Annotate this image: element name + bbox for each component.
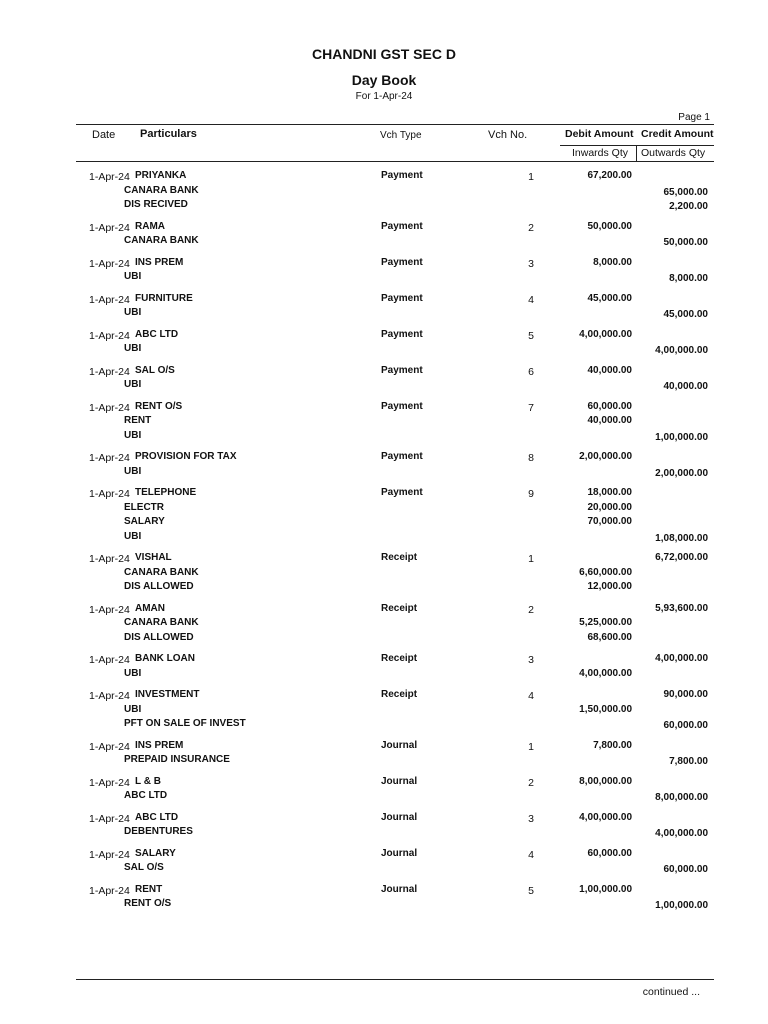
- voucher-number: 1: [528, 553, 534, 565]
- report-title: Day Book: [351, 72, 417, 88]
- voucher-date: 1-Apr-24: [89, 812, 130, 825]
- col-debit: Debit Amount: [565, 128, 634, 140]
- debit-amount: 1,50,000.00: [579, 703, 632, 715]
- ledger-primary: SALARY: [135, 847, 176, 859]
- ledger-line: DIS ALLOWED: [124, 581, 194, 592]
- voucher-type: Payment: [381, 256, 423, 268]
- voucher-number: 5: [528, 329, 534, 342]
- report-period: For 1-Apr-24: [355, 91, 413, 102]
- voucher-date: 1-Apr-24: [89, 848, 130, 861]
- voucher-type: Payment: [381, 487, 423, 498]
- voucher-type: Receipt: [381, 552, 418, 563]
- ledger-primary: RAMA: [135, 220, 165, 232]
- voucher-number: 1: [528, 171, 534, 183]
- voucher-date: 1-Apr-24: [89, 603, 130, 616]
- debit-amount: 4,00,000.00: [579, 328, 632, 340]
- company-name: CHANDNI GST SEC D: [312, 46, 456, 62]
- voucher-type: Journal: [381, 883, 418, 895]
- debit-amount: 5,25,000.00: [579, 617, 632, 628]
- voucher-date: 1-Apr-24: [89, 452, 130, 464]
- voucher-date: 1-Apr-24: [89, 171, 130, 183]
- ledger-line: UBI: [124, 343, 142, 354]
- ledger-primary: PRIYANKA: [135, 170, 187, 181]
- continued-note: continued ...: [642, 986, 700, 998]
- ledger-line: CANARA BANK: [124, 617, 199, 628]
- debit-amount: 68,600.00: [587, 631, 632, 643]
- credit-amount: 6,72,000.00: [655, 552, 708, 563]
- ledger-primary: ABC LTD: [135, 328, 179, 340]
- credit-amount: 4,00,000.00: [655, 828, 708, 839]
- credit-amount: 5,93,600.00: [655, 602, 708, 614]
- ledger-line: UBI: [124, 530, 142, 542]
- voucher-type: Payment: [381, 170, 423, 181]
- credit-amount: 40,000.00: [663, 381, 708, 392]
- credit-amount: 4,00,000.00: [655, 653, 708, 664]
- voucher-type: Payment: [381, 451, 423, 462]
- ledger-primary: RENT: [135, 883, 163, 895]
- ledger-line: SALARY: [124, 516, 165, 527]
- credit-amount: 1,00,000.00: [655, 431, 708, 443]
- credit-amount: 2,200.00: [669, 201, 708, 212]
- voucher-type: Payment: [381, 400, 423, 412]
- ledger-line: ELECTR: [124, 501, 164, 513]
- voucher-number: 4: [528, 848, 534, 861]
- voucher-number: 2: [528, 221, 534, 234]
- voucher-number: 3: [528, 257, 534, 270]
- voucher-date: 1-Apr-24: [89, 401, 130, 414]
- voucher-date: 1-Apr-24: [89, 221, 130, 234]
- ledger-line: CANARA BANK: [124, 235, 199, 246]
- voucher-number: 5: [528, 884, 534, 897]
- voucher-number: 1: [528, 740, 534, 753]
- debit-amount: 7,800.00: [593, 739, 632, 751]
- col-inwards: Inwards Qty: [572, 147, 629, 159]
- col-outwards: Outwards Qty: [641, 147, 706, 159]
- header-bottom-rule: [76, 161, 714, 162]
- ledger-line: UBI: [124, 379, 142, 390]
- ledger-line: PFT ON SALE OF INVEST: [124, 718, 246, 729]
- voucher-date: 1-Apr-24: [89, 365, 130, 378]
- voucher-type: Receipt: [381, 689, 418, 700]
- voucher-type: Payment: [381, 220, 423, 232]
- voucher-date: 1-Apr-24: [89, 654, 130, 666]
- debit-amount: 4,00,000.00: [579, 667, 632, 679]
- credit-amount: 1,08,000.00: [655, 532, 708, 544]
- ledger-line: DEBENTURES: [124, 826, 193, 837]
- voucher-type: Payment: [381, 328, 423, 340]
- credit-amount: 60,000.00: [663, 864, 708, 875]
- debit-amount: 8,00,000.00: [579, 775, 632, 787]
- col-vch-type: Vch Type: [380, 130, 422, 141]
- ledger-line: SAL O/S: [124, 862, 164, 873]
- debit-amount: 18,000.00: [587, 487, 632, 498]
- voucher-number: 2: [528, 603, 534, 616]
- ledger-line: DIS RECIVED: [124, 199, 188, 210]
- ledger-primary: ABC LTD: [135, 811, 179, 823]
- ledger-line: ABC LTD: [124, 790, 168, 801]
- ledger-primary: RENT O/S: [135, 400, 183, 412]
- ledger-primary: INVESTMENT: [135, 689, 200, 700]
- credit-amount: 1,00,000.00: [655, 900, 708, 911]
- ledger-line: RENT: [124, 415, 152, 426]
- ledger-primary: INS PREM: [135, 739, 184, 751]
- debit-amount: 50,000.00: [587, 220, 632, 232]
- credit-amount: 8,000.00: [669, 273, 708, 284]
- debit-amount: 8,000.00: [593, 256, 632, 268]
- ledger-line: PREPAID INSURANCE: [124, 754, 230, 765]
- credit-amount: 7,800.00: [669, 756, 708, 767]
- voucher-number: 3: [528, 654, 534, 666]
- debit-amount: 2,00,000.00: [579, 451, 632, 462]
- debit-amount: 40,000.00: [587, 415, 632, 426]
- credit-amount: 2,00,000.00: [655, 467, 708, 479]
- debit-amount: 60,000.00: [587, 847, 632, 859]
- voucher-number: 3: [528, 812, 534, 825]
- credit-amount: 65,000.00: [663, 186, 708, 198]
- voucher-type: Journal: [381, 739, 418, 751]
- voucher-date: 1-Apr-24: [89, 293, 130, 306]
- ledger-line: UBI: [124, 667, 142, 679]
- voucher-number: 4: [528, 293, 534, 306]
- col-particulars: Particulars: [140, 128, 197, 140]
- ledger-line: CANARA BANK: [124, 184, 199, 196]
- debit-amount: 40,000.00: [587, 364, 632, 376]
- ledger-primary: L & B: [135, 775, 161, 787]
- voucher-date: 1-Apr-24: [89, 553, 130, 565]
- ledger-line: CANARA BANK: [124, 566, 199, 578]
- debit-amount: 20,000.00: [587, 501, 632, 513]
- ledger-primary: TELEPHONE: [135, 487, 197, 498]
- col-vch-no: Vch No.: [488, 129, 528, 141]
- ledger-line: UBI: [124, 465, 142, 477]
- col-credit: Credit Amount: [641, 128, 714, 140]
- voucher-type: Payment: [381, 292, 423, 304]
- debit-amount: 6,60,000.00: [579, 566, 632, 578]
- voucher-number: 8: [528, 452, 534, 464]
- ledger-line: RENT O/S: [124, 898, 172, 909]
- ledger-primary: SAL O/S: [135, 364, 175, 376]
- credit-amount: 50,000.00: [663, 237, 708, 248]
- voucher-date: 1-Apr-24: [89, 776, 130, 789]
- debit-amount: 70,000.00: [587, 516, 632, 527]
- ledger-primary: INS PREM: [135, 256, 184, 268]
- footer-rule: [76, 979, 714, 980]
- ledger-line: DIS ALLOWED: [124, 631, 194, 643]
- voucher-date: 1-Apr-24: [89, 884, 130, 897]
- voucher-number: 6: [528, 365, 534, 378]
- ledger-line: UBI: [124, 271, 142, 282]
- voucher-type: Journal: [381, 811, 418, 823]
- amount-divider: [636, 145, 637, 161]
- voucher-date: 1-Apr-24: [89, 257, 130, 270]
- debit-amount: 45,000.00: [587, 292, 632, 304]
- voucher-type: Payment: [381, 364, 423, 376]
- credit-amount: 45,000.00: [663, 309, 708, 320]
- debit-amount: 1,00,000.00: [579, 883, 632, 895]
- debit-amount: 67,200.00: [587, 170, 632, 181]
- voucher-number: 2: [528, 776, 534, 789]
- credit-amount: 8,00,000.00: [655, 792, 708, 803]
- credit-amount: 4,00,000.00: [655, 345, 708, 356]
- ledger-primary: FURNITURE: [135, 292, 193, 304]
- voucher-type: Receipt: [381, 602, 418, 614]
- voucher-number: 9: [528, 488, 534, 500]
- col-date: Date: [92, 129, 116, 141]
- debit-amount: 4,00,000.00: [579, 811, 632, 823]
- credit-amount: 90,000.00: [663, 689, 708, 700]
- header-top-rule: [76, 124, 714, 125]
- voucher-date: 1-Apr-24: [89, 329, 130, 342]
- debit-amount: 12,000.00: [587, 581, 632, 592]
- ledger-primary: VISHAL: [135, 552, 172, 563]
- ledger-line: UBI: [124, 307, 142, 318]
- credit-amount: 60,000.00: [663, 720, 708, 731]
- ledger-line: UBI: [124, 703, 142, 715]
- voucher-type: Receipt: [381, 653, 418, 664]
- voucher-number: 4: [528, 690, 534, 702]
- debit-amount: 60,000.00: [587, 400, 632, 412]
- ledger-primary: BANK LOAN: [135, 653, 195, 664]
- amount-sub-rule: [560, 145, 714, 146]
- voucher-number: 7: [528, 401, 534, 414]
- voucher-date: 1-Apr-24: [89, 690, 130, 702]
- voucher-date: 1-Apr-24: [89, 740, 130, 753]
- voucher-type: Journal: [381, 847, 418, 859]
- ledger-primary: PROVISION FOR TAX: [135, 451, 237, 462]
- ledger-primary: AMAN: [135, 602, 165, 614]
- voucher-date: 1-Apr-24: [89, 488, 130, 500]
- page-number: Page 1: [678, 112, 710, 123]
- ledger-line: UBI: [124, 429, 142, 441]
- voucher-type: Journal: [381, 775, 418, 787]
